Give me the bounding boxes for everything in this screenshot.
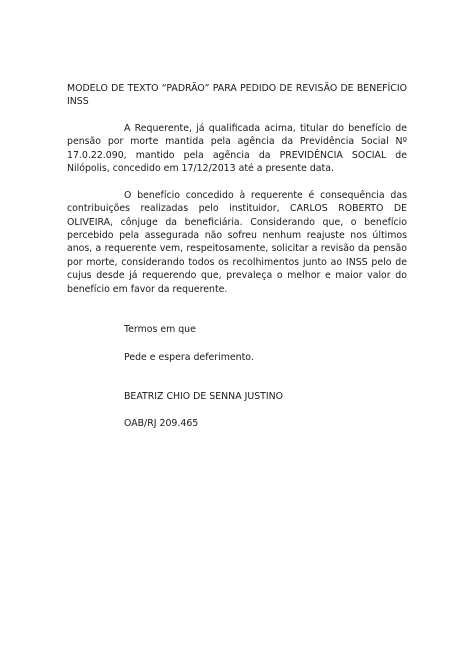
paragraph-2: O benefício concedido à requerente é consequência das contribuições realizadas pelo instituidor, CARLOS ROBERTO DE OLIVEIRA, cônjuge da beneficiária. Considerando que, o benefício percebido pela assegurada não sofreu nenhum reajuste nos últimos anos, a requerente vem, respeitosamente, solicitar a revisão da pensão por morte, considerando todos os recolhimentos junto ao INSS pelo de cujus desde já requerendo que, prevaleça o melhor e maior valor do benefício em favor da requerente. (67, 189, 407, 295)
closing-line-2: Pede e espera deferimento. (124, 351, 254, 363)
closing-line-1: Termos em que (124, 324, 196, 336)
closing-block (124, 323, 407, 430)
registration-number: OAB/RJ 209.465 (124, 417, 199, 429)
document-title: MODELO DE TEXTO “PADRÃO” PARA PEDIDO DE REVISÃO DE BENEFÍCIO INSS (67, 83, 407, 108)
signatory-name: BEATRIZ CHIO DE SENNA JUSTINO (124, 391, 284, 403)
document-body (67, 82, 407, 430)
paragraph-1: A Requerente, já qualificada acima, titular do benefício de pensão por morte mantida pela agência da Previdência Social Nº 17.0.22.090, mantido pela agência da PREVIDÊNCIA SOCIAL de Nilópolis, concedido em 17/12/2013 até a presente data. (67, 122, 407, 175)
